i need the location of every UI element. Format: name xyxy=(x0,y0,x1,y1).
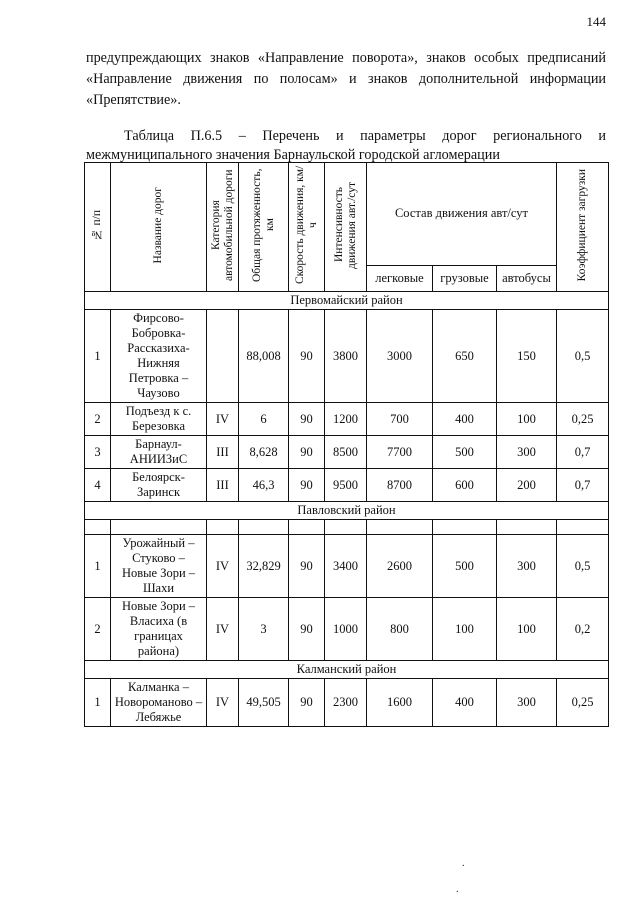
cell-speed: 90 xyxy=(289,403,325,436)
cell-num: 1 xyxy=(85,679,111,727)
header-length: Общая протяженность, км xyxy=(239,163,289,292)
roads-table xyxy=(84,162,609,727)
cell-trucks: 500 xyxy=(433,436,497,469)
blank-cell xyxy=(325,520,367,535)
cell-speed: 90 xyxy=(289,310,325,403)
cell-num: 1 xyxy=(85,535,111,598)
cell-category: IV xyxy=(207,535,239,598)
cell-category: III xyxy=(207,469,239,502)
cell-name: Урожайный – Стуково – Новые Зори – Шахи xyxy=(111,535,207,598)
header-load: Коэффициент загрузки xyxy=(557,163,609,292)
cell-buses: 100 xyxy=(497,598,557,661)
cell-intensity: 9500 xyxy=(325,469,367,502)
table-row xyxy=(85,598,609,661)
cell-cars: 700 xyxy=(367,403,433,436)
table-row xyxy=(85,436,609,469)
cell-name: Фирсово-Бобровка-Рассказиха-Нижняя Петровка – Чаузово xyxy=(111,310,207,403)
section-title: Калманский район xyxy=(85,661,609,679)
blank-cell xyxy=(433,520,497,535)
cell-cars: 7700 xyxy=(367,436,433,469)
cell-length: 6 xyxy=(239,403,289,436)
header-name: Название дорог xyxy=(111,163,207,292)
header-intensity: Интенсивность движения авт./сут xyxy=(325,163,367,292)
blank-cell xyxy=(85,520,111,535)
cell-intensity: 3800 xyxy=(325,310,367,403)
header-category: Категория автомобильной дороги xyxy=(207,163,239,292)
cell-trucks: 400 xyxy=(433,403,497,436)
blank-cell xyxy=(111,520,207,535)
cell-category: III xyxy=(207,436,239,469)
cell-buses: 100 xyxy=(497,403,557,436)
cell-length: 49,505 xyxy=(239,679,289,727)
cell-trucks: 600 xyxy=(433,469,497,502)
section-row xyxy=(85,502,609,520)
section-row xyxy=(85,292,609,310)
cell-buses: 200 xyxy=(497,469,557,502)
cell-num: 4 xyxy=(85,469,111,502)
cell-speed: 90 xyxy=(289,679,325,727)
cell-load: 0,5 xyxy=(557,535,609,598)
blank-cell xyxy=(497,520,557,535)
section-row xyxy=(85,661,609,679)
header-num: № п/п xyxy=(85,163,111,292)
scan-dot: . xyxy=(456,884,459,895)
blank-cell xyxy=(557,520,609,535)
cell-category: IV xyxy=(207,679,239,727)
cell-load: 0,5 xyxy=(557,310,609,403)
cell-speed: 90 xyxy=(289,535,325,598)
cell-intensity: 2300 xyxy=(325,679,367,727)
cell-num: 3 xyxy=(85,436,111,469)
scan-dot: . xyxy=(462,858,465,869)
cell-length: 88,008 xyxy=(239,310,289,403)
cell-trucks: 650 xyxy=(433,310,497,403)
cell-buses: 300 xyxy=(497,679,557,727)
cell-intensity: 8500 xyxy=(325,436,367,469)
cell-num: 1 xyxy=(85,310,111,403)
section-title: Павловский район xyxy=(85,502,609,520)
cell-name: Подъезд к с. Березовка xyxy=(111,403,207,436)
table-row xyxy=(85,679,609,727)
cell-cars: 8700 xyxy=(367,469,433,502)
blank-cell xyxy=(207,520,239,535)
cell-name: Калманка – Новороманово – Лебяжье xyxy=(111,679,207,727)
cell-load: 0,7 xyxy=(557,469,609,502)
cell-speed: 90 xyxy=(289,598,325,661)
cell-category xyxy=(207,310,239,403)
cell-load: 0,2 xyxy=(557,598,609,661)
header-trucks: грузовые xyxy=(433,265,497,291)
cell-load: 0,25 xyxy=(557,403,609,436)
table-row xyxy=(85,469,609,502)
table-row xyxy=(85,403,609,436)
cell-intensity: 1200 xyxy=(325,403,367,436)
cell-cars: 2600 xyxy=(367,535,433,598)
cell-intensity: 1000 xyxy=(325,598,367,661)
header-cars: легковые xyxy=(367,265,433,291)
table-caption: Таблица П.6.5 – Перечень и параметры дорог регионального и межмуниципального значения Барнаульской городской агломерации xyxy=(86,128,606,163)
cell-category: IV xyxy=(207,598,239,661)
section-title: Первомайский район xyxy=(85,292,609,310)
blank-cell xyxy=(239,520,289,535)
cell-length: 32,829 xyxy=(239,535,289,598)
cell-name: Барнаул-АНИИЗиС xyxy=(111,436,207,469)
cell-load: 0,25 xyxy=(557,679,609,727)
cell-speed: 90 xyxy=(289,436,325,469)
intro-paragraph: предупреждающих знаков «Направление поворота», знаков особых предписаний «Направление движения по полосам» и знаков дополнительной информации «Препятствие». xyxy=(86,50,606,108)
cell-intensity: 3400 xyxy=(325,535,367,598)
cell-num: 2 xyxy=(85,598,111,661)
cell-cars: 800 xyxy=(367,598,433,661)
header-buses: автобусы xyxy=(497,265,557,291)
blank-cell xyxy=(289,520,325,535)
cell-length: 8,628 xyxy=(239,436,289,469)
cell-buses: 300 xyxy=(497,436,557,469)
blank-cell xyxy=(367,520,433,535)
page-number: 144 xyxy=(586,14,606,29)
cell-name: Новые Зори – Власиха (в границах района) xyxy=(111,598,207,661)
cell-length: 46,3 xyxy=(239,469,289,502)
cell-name: Белоярск-Заринск xyxy=(111,469,207,502)
cell-load: 0,7 xyxy=(557,436,609,469)
header-composition: Состав движения авт/сут xyxy=(367,163,557,266)
cell-buses: 300 xyxy=(497,535,557,598)
cell-category: IV xyxy=(207,403,239,436)
cell-length: 3 xyxy=(239,598,289,661)
cell-trucks: 100 xyxy=(433,598,497,661)
cell-buses: 150 xyxy=(497,310,557,403)
cell-num: 2 xyxy=(85,403,111,436)
cell-speed: 90 xyxy=(289,469,325,502)
cell-cars: 3000 xyxy=(367,310,433,403)
cell-cars: 1600 xyxy=(367,679,433,727)
table-row xyxy=(85,310,609,403)
header-speed: Скорость движения, км/ч xyxy=(289,163,325,292)
cell-trucks: 400 xyxy=(433,679,497,727)
cell-trucks: 500 xyxy=(433,535,497,598)
table-row xyxy=(85,535,609,598)
blank-row xyxy=(85,520,609,535)
